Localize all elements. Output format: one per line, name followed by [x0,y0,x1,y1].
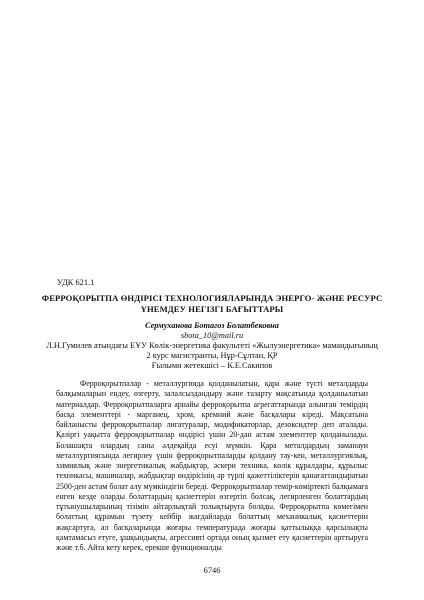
body-paragraph: Ферроқорытпалар - металлургияда қолданылатын, қара және түсті металдарды балқымаларын ендеу, өзгерту, залалсыздандыру және тазарту мақсатында қолданылатын материалдар. Ферроқорытпаларға арнайы ферроқорытпа агрегаттарында алынған темірдің басқа элементтері - марганец, хром, кремний және басқалары кіреді. Мақсатына байланысты ферроқорытпалар лигатуралар, модификаторлар, дезоксидтер деп аталады. Қазіргі уақытта ферроқорытпалар өндірісі үшін 20-дан астам элементтер қолданылады. Болашақта олардың саны әлдеқайда есуі мүмкін. Қара металдардың заманауи металлургиясында легирлеу үшін ферроқорытпаларды қолдану тау-кен, металлургиялық, химиялық және энергетикалық жабдықтар, әскери техника, көлік құралдары, құрылыс техникасы, машиналар, жабдықтар өндірісінің әр түрлі қажеттіліктерін қанағаттандыратын 2500-ден астам болат алу мүмкіндігін береді. Ферроқорытпалар темір-көміртекті балқымаға енген кезде оларды болаттардың қасиеттерін өзгертіп болсақ, легирленген болаттардың тұтынушыларының тізімін айтарлықтай толықтыруға болады. Ферроқорытпа көмегімен болаттың құрамын түзету кейбір жағдайларда болаттың механикалық қасиеттерін жақсартуға, ал басқаларында жоғары температурада жоғары қаттылыққа қарсылықты қамтамасыз етуге, ұшқындықты, агрессивті ортада оның қызмет ету қасиеттерін арттыруға және т.б. Айта кету керек, ерекше функционалды [56,379,368,552]
supervisor: Ғылыми жетекшісі – К.Е.Сакипов [151,361,273,370]
paper-title-line-2: ҮНЕМДЕУ НЕГІЗГІ БАҒЫТТАРЫ [140,304,284,314]
page-number: 6746 [203,566,221,575]
paper-title [40,293,384,315]
author-name: Сермуханова Ботагоз Болатбековна [145,321,279,330]
author-email: sbota_10@mail.ru [180,331,244,340]
affiliation-line-2: 2 курс магистранты, Нұр-Сұлтан, ҚР [146,351,278,360]
paper-title-line-1: ФЕРРОҚОРЫТПА ӨНДІРІСІ ТЕХНОЛОГИЯЛАРЫНДА ЭНЕРГО- ЖӘНЕ РЕСУРС [41,293,383,303]
udk-code: УДК 621.1 [57,278,95,287]
affiliation-line-1: Л.Н.Гумилев атындағы ЕҰУ Көлік-энергетика факультеті «Жылуэнергетика» мамандығының [46,341,378,350]
author-block [30,321,394,371]
